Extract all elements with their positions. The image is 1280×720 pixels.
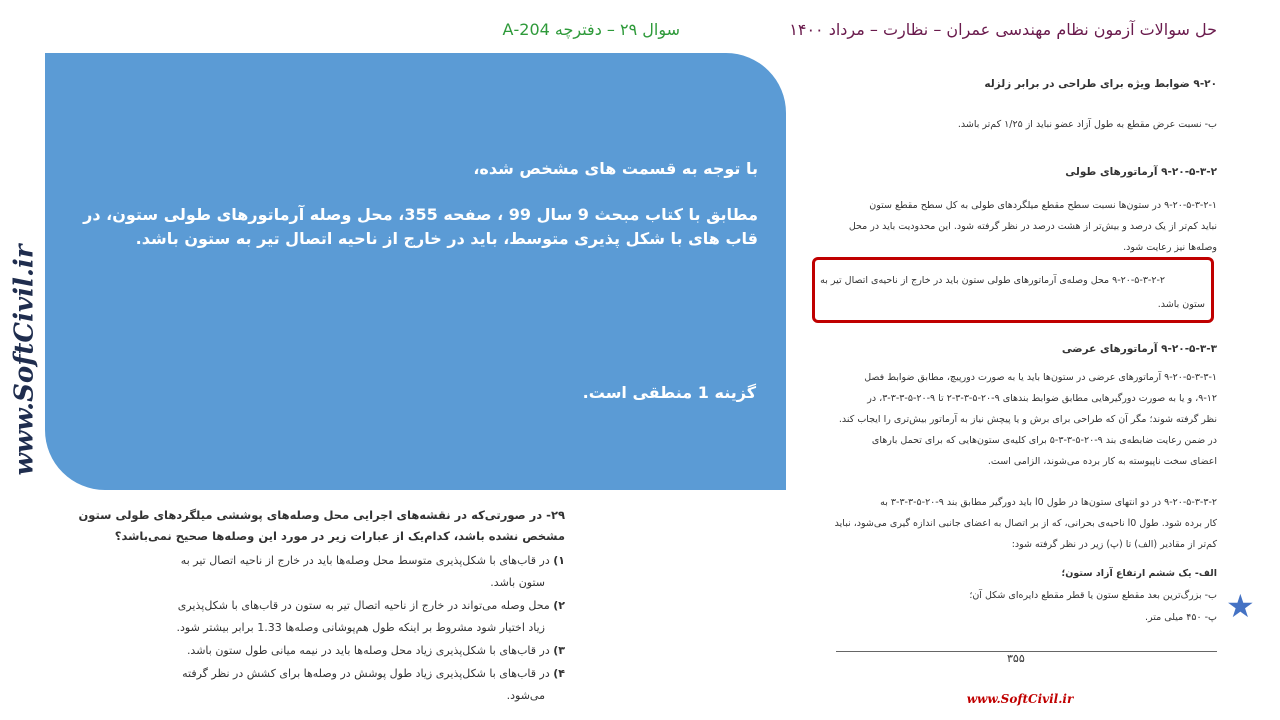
ref-line: ب- بزرگ‌ترین بعد مقطع ستون یا قطر مقطع دایره‌ای شکل آن؛: [969, 590, 1217, 601]
question-stem-line2: مشخص نشده باشد، کدام‌یک از عبارات زیر در مورد این وصله‌ها صحیح نمی‌باشد؟: [114, 529, 565, 543]
option-number: ۴): [553, 667, 565, 680]
answer-box: [45, 53, 786, 490]
question-label: سوال ۲۹ – دفترچه 204-A: [502, 20, 680, 39]
star-icon[interactable]: ★: [1226, 587, 1255, 625]
option-1-cont: ستون باشد.: [490, 576, 545, 589]
ref-line: وصله‌ها نیز رعایت شود.: [1123, 242, 1217, 253]
footer-site-watermark: www.SoftCivil.ir: [966, 692, 1074, 706]
ref-line-highlighted: ستون باشد.: [1157, 299, 1205, 310]
ref-line: نظر گرفته شوند؛ مگر آن که طراحی برای برش و یا پیچش نیاز به آرماتور بیش‌تری را ایجاب کند.: [838, 414, 1217, 425]
option-text: در قاب‌های با شکل‌پذیری زیاد طول پوشش در وصله‌ها برای کشش در نظر گرفته: [182, 667, 550, 680]
option-4: [182, 663, 565, 684]
option-text: محل وصله می‌تواند در خارج از ناحیه اتصال تیر به ستون در قاب‌های با شکل‌پذیری: [177, 599, 550, 612]
ref-line: ۹-۲۰-۵-۳-۳-۱ آرماتورهای عرضی در ستون‌ها باید یا به صورت دورپیچ، مطابق ضوابط فصل: [864, 372, 1217, 383]
ref-line: ۹-۲۰ ضوابط ویژه برای طراحی در برابر زلزله: [984, 78, 1217, 90]
ref-line: اعضای سخت ناپیوسته به کار برده می‌شوند، الزامی است.: [987, 456, 1217, 467]
reference-page: [812, 62, 1217, 672]
answer-conclusion: گزینه 1 منطقی است.: [582, 383, 756, 402]
ref-line: پ- ۴۵۰ میلی متر.: [1145, 612, 1217, 623]
option-2: [178, 595, 565, 616]
ref-line: ۹-۲۰-۵-۳-۳ آرماتورهای عرضی: [1061, 343, 1217, 355]
ref-line: ۹-۲۰-۵-۳-۲-۱ در ستون‌ها نسبت سطح مقطع میلگردهای طولی به کل سطح مقطع ستون: [869, 200, 1217, 211]
ref-line: ۹-۲۰-۵-۳-۲ آرماتورهای طولی: [1065, 166, 1217, 178]
option-text: در قاب‌های با شکل‌پذیری زیاد محل وصله‌ها باید در نیمه میانی طول ستون باشد.: [186, 644, 550, 657]
ref-line-highlighted: ۹-۲۰-۵-۳-۲-۲ محل وصله‌ی آرماتورهای طولی ستون باید در خارج از ناحیه‌ی اتصال تیر به: [820, 275, 1165, 286]
ref-line: ۹-۲۰-۵-۳-۳-۲ در دو انتهای ستون‌ها در طول l0 باید دورگیر مطابق بند ۹-۲۰-۵-۳-۳-۳ به: [880, 497, 1217, 508]
option-3: [187, 640, 565, 661]
ref-line: کم‌تر از مقادیر (الف) تا (پ) زیر در نظر گرفته شود:: [1011, 539, 1217, 550]
option-number: ۲): [553, 599, 565, 612]
ref-line: در ضمن رعایت ضابطه‌ی بند ۹-۲۰-۵-۳-۳-۵ برای کلیه‌ی ستون‌هایی که برای تحمل بارهای: [871, 435, 1217, 446]
answer-intro: با توجه به قسمت های مشخص شده،: [473, 159, 758, 178]
answer-body: مطابق با کتاب مبحث 9 سال 99 ، صفحه 355، محل وصله آرماتورهای طولی ستون، در قاب های با شکل پذیری متوسط، باید در خارج از ناحیه اتصال تیر به ستون باشد.: [83, 205, 758, 248]
exam-title: حل سوالات آزمون نظام مهندسی عمران – نظارت – مرداد ۱۴۰۰: [789, 20, 1217, 39]
vertical-site-watermark: [6, 245, 42, 475]
option-2-cont: زیاد اختیار شود مشروط بر اینکه طول هم‌پوشانی وصله‌ها 1.33 برابر بیشتر شود.: [176, 621, 545, 634]
ref-line: ب- نسبت عرض مقطع به طول آزاد عضو نباید از ۱/۲۵ کم‌تر باشد.: [957, 119, 1217, 130]
question-stem-line1: ۲۹- در صورتی‌که در نقشه‌های اجرایی محل وصله‌های پوششی میلگردهای طولی ستون: [78, 508, 565, 522]
option-text: در قاب‌های با شکل‌پذیری متوسط محل وصله‌ها باید در خارج از ناحیه اتصال تیر به: [180, 554, 550, 567]
ref-line: نباید کم‌تر از یک درصد و بیش‌تر از هشت درصد در نظر گرفته شود. این محدودیت باید در محل: [848, 221, 1217, 232]
ref-line: ۹-۱۲، و یا به صورت دورگیرهایی مطابق ضوابط بندهای ۹-۲۰-۵-۳-۳-۲ تا ۹-۲۰-۵-۳-۳-۳، در: [867, 393, 1217, 404]
ref-footer-rule: [836, 651, 1217, 652]
option-1: [181, 550, 565, 571]
ref-line: الف- یک ششم ارتفاع آزاد ستون؛: [1061, 568, 1217, 579]
ref-line: کار برده شود. طول l0 ناحیه‌ی بحرانی، که از بر اتصال به اعضای جانبی اندازه گیری می‌شود، نباید: [834, 518, 1217, 529]
option-4-cont: می‌شود.: [506, 689, 545, 702]
ref-page-number: ۳۵۵: [1007, 652, 1025, 665]
option-number: ۳): [553, 644, 565, 657]
vertical-site-text: www.SoftCivil.ir: [9, 244, 40, 476]
option-number: ۱): [553, 554, 565, 567]
